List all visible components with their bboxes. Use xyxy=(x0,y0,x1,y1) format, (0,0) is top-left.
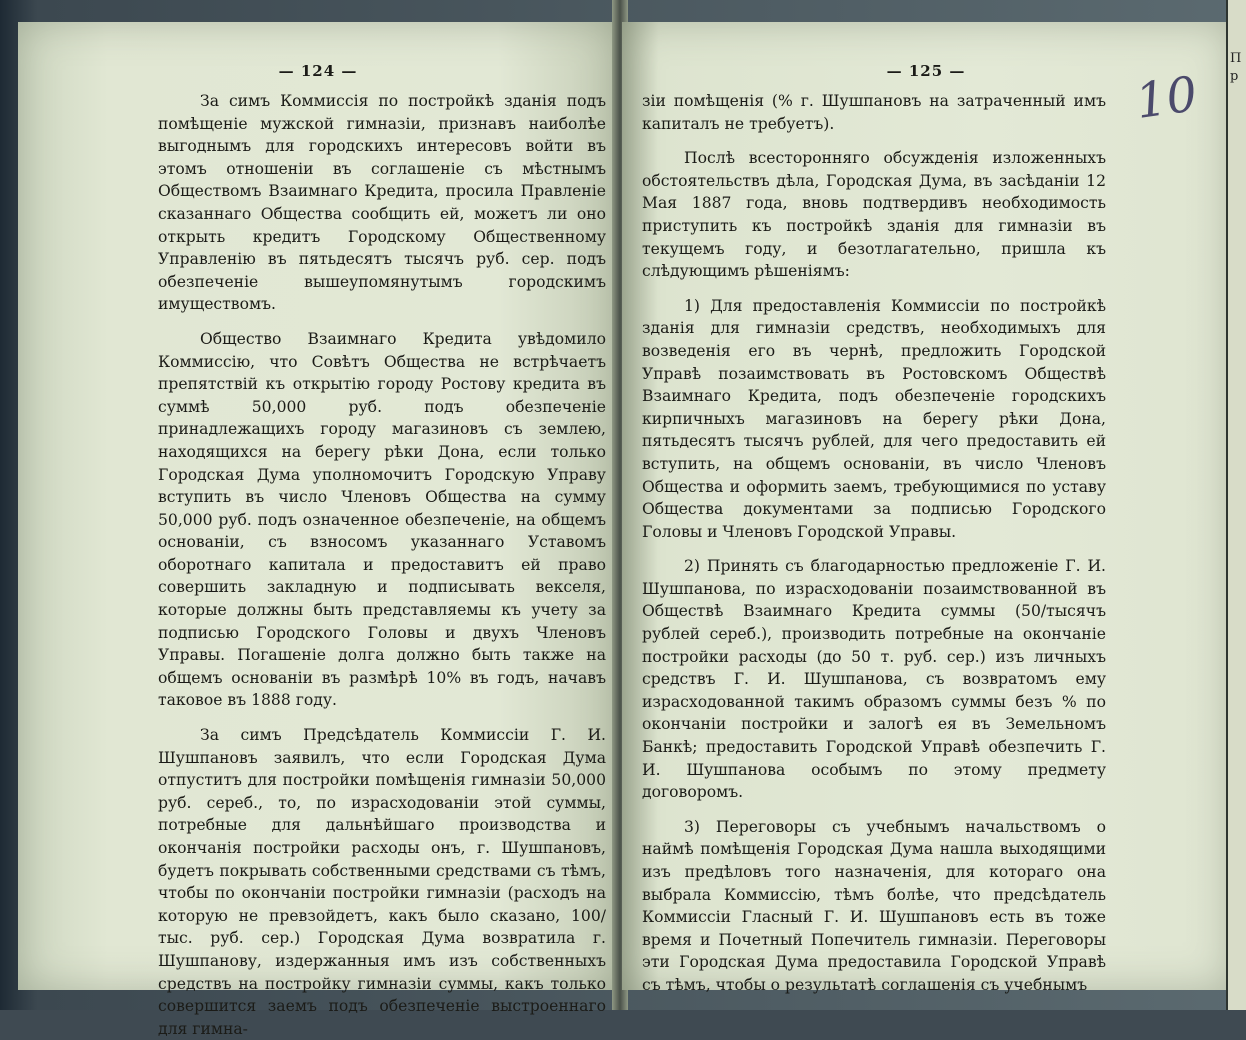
paragraph: 3) Переговоры съ учебнымъ начальствомъ о наймѣ помѣщенія Городская Дума нашла выходящими изъ предѣловъ того назначенія, для котораго она выбрала Коммиссію, тѣмъ болѣе, что предсѣдатель Коммиссіи Гласный Г. И. Шушпановъ есть въ тоже время и Почетный Попечитель гимназіи. Переговоры эти Городская Дума предоставила Городской Управѣ съ тѣмъ, чтобы о результатѣ соглашенія съ учебнымъ xyxy=(642,817,1106,994)
page-number-right: — 125 — xyxy=(886,62,966,80)
edge-text: Пр xyxy=(1230,51,1242,84)
adjacent-page-edge xyxy=(1226,0,1246,1010)
paragraph: зіи помѣщенія (% г. Шушпановъ на затраченный имъ капиталъ не требуетъ). xyxy=(642,92,1106,133)
handwritten-archive-number: 10 xyxy=(1132,66,1201,130)
right-page-text xyxy=(622,90,1230,997)
paragraph: 1) Для предоставленія Коммиссіи по постройкѣ зданія для гимназіи средствъ, необходимыхъ для возведенія его въ чернѣ, предложить Городской Управѣ позаимствовать въ Ростовскомъ Обществѣ Взаимнаго Кредита, подъ обезпеченіе городскихъ кирпичныхъ магазиновъ на берегу рѣки Дона, пятьдесятъ тысячъ рублей, для чего предоставить ей вступить, на общемъ основаніи, въ число Членовъ Общества и оформить заемъ, требующимися по уставу Общества документами за подписью Городского Головы и Членовъ Городской Управы. xyxy=(642,296,1106,541)
paragraph: 2) Принять съ благодарностью предложеніе Г. И. Шушпанова, по израсходованіи позаимствованной въ Обществѣ Взаимнаго Кредита суммы (50/тысячъ рублей сереб.), производить потребные на окончаніе постройки расходы (до 50 т. руб. сер.) изъ личныхъ средствъ Г. И. Шушпанова, съ возвратомъ ему израсходованной такимъ образомъ суммы безъ % по окончаніи постройки и залогѣ ея въ Земельномъ Банкѣ; предоставить Городской Управѣ обезпечить Г. И. Шушпанова особымъ по этому предмету договоромъ. xyxy=(642,557,1106,802)
left-page-text xyxy=(18,90,618,1040)
left-page xyxy=(18,22,618,1038)
paragraph: Послѣ всесторонняго обсужденія изложенныхъ обстоятельствъ дѣла, Городская Дума, въ засѣданіи 12 Мая 1887 года, вновь подтвердивъ необходимость приступить къ постройкѣ зданія для гимназіи въ текущемъ году, и безотлагательно, пришла къ слѣдующимъ рѣшеніямъ: xyxy=(642,149,1106,281)
paragraph: За симъ Коммиссія по постройкѣ зданія подъ помѣщеніе мужской гимназіи, признавъ наиболѣе выгоднымъ для городскихъ интересовъ войти въ этомъ отношеніи въ соглашеніе съ мѣстнымъ Обществомъ Взаимнаго Кредита, просила Правленіе сказаннаго Общества сообщить ей, можетъ ли оно открыть кредитъ Городскому Общественному Управленію въ пятьдесятъ тысячъ руб. сер. подъ обезпеченіе вышеупомянутымъ городскимъ имуществомъ. xyxy=(158,92,606,314)
paragraph: Общество Взаимнаго Кредита увѣдомило Коммиссію, что Совѣтъ Общества не встрѣчаетъ препятствій къ открытію городу Ростову кредита въ суммѣ 50,000 руб. подъ обезпеченіе принадлежащихъ городу магазиновъ съ землею, находящихся на берегу рѣки Дона, если только Городская Дума уполномочитъ Городскую Управу вступить въ число Членовъ Общества на сумму 50,000 руб. подъ означенное обезпеченіе, на общемъ основаніи, съ взносомъ указаннаго Уставомъ оборотнаго капитала и предоставитъ ей право совершить закладную и подписывать векселя, которые должны быть представляемы къ учету за подписью Городского Головы и двухъ Членовъ Управы. Погашеніе долга должно быть также на общемъ основаніи въ размѣрѣ 10% въ годъ, начавъ таковое въ 1888 году. xyxy=(158,329,606,710)
page-number-left: — 124 — xyxy=(278,62,358,80)
right-page xyxy=(622,22,1230,994)
paragraph: За симъ Предсѣдатель Коммиссіи Г. И. Шушпановъ заявилъ, что если Городская Дума отпуститъ для постройки помѣщенія гимназіи 50,000 руб. сереб., то, по израсходованіи этой суммы, потребные для дальнѣйшаго производства и окончанія постройки расходы онъ, г. Шушпановъ, будетъ покрывать собственными средствами съ тѣмъ, чтобы по окончаніи постройки гимназіи (расходъ на которую не превзойдетъ, какъ было сказано, 100/тыс. руб. сер.) Городская Дума возвратила г. Шушпанову, издержанныя имъ изъ собственныхъ средствъ на постройку гимназіи суммы, какъ только совершится заемъ подъ обезпеченіе выстроеннаго для гимна- xyxy=(158,726,606,1038)
